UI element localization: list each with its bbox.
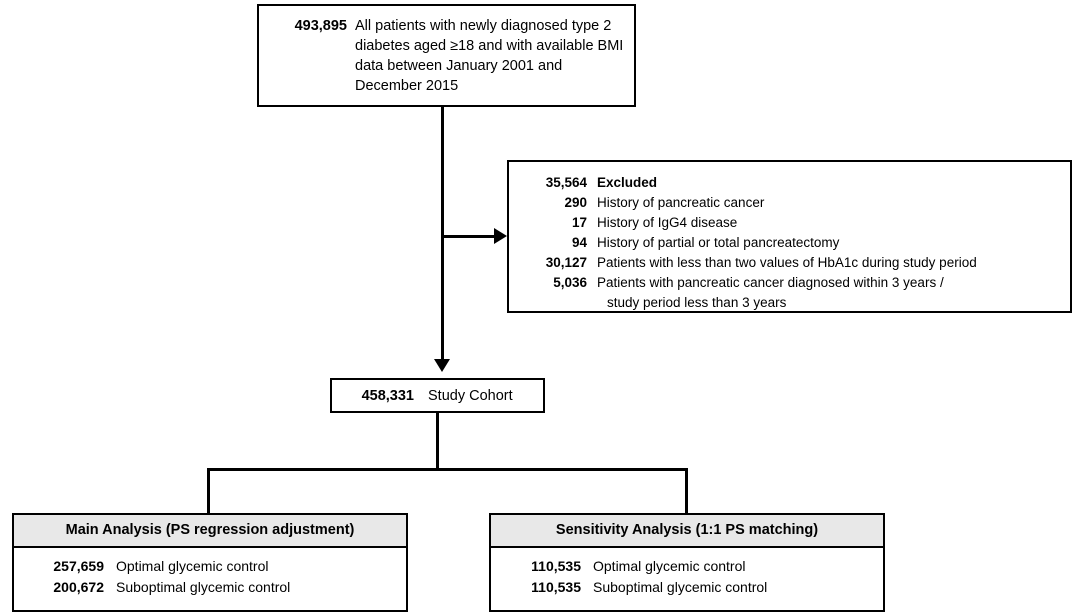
excluded-item-count: 17 xyxy=(571,215,587,230)
cohort-source-description: All patients with newly diagnosed type 2 diabetes aged ≥18 and with available BMI data between January 2001 and December 2015 xyxy=(355,18,624,94)
excluded-item-label: Patients with pancreatic cancer diagnosed within 3 years / xyxy=(597,275,944,290)
arrow-to-cohort xyxy=(434,359,450,372)
excluded-box xyxy=(507,160,1072,313)
excluded-header-row xyxy=(521,173,1062,193)
study-cohort-count: 458,331 xyxy=(361,387,414,404)
excluded-item xyxy=(521,193,1062,213)
excluded-total-count: 35,564 xyxy=(545,175,587,190)
excluded-item xyxy=(521,253,1062,273)
sensitivity-analysis-count: 110,535 xyxy=(531,558,581,574)
main-analysis-row xyxy=(28,556,400,577)
excluded-item xyxy=(521,233,1062,253)
sensitivity-analysis-row xyxy=(505,577,877,598)
excluded-item-count: 290 xyxy=(564,195,587,210)
sensitivity-analysis-label: Suboptimal glycemic control xyxy=(593,579,768,595)
excluded-item-label: History of partial or total pancreatectomy xyxy=(597,235,840,250)
main-analysis-panel xyxy=(12,513,408,612)
excluded-item xyxy=(521,273,1062,293)
excluded-item-label: Patients with less than two values of HbA1c during study period xyxy=(597,255,977,270)
excluded-item-label: History of pancreatic cancer xyxy=(597,195,765,210)
main-analysis-count: 200,672 xyxy=(53,579,104,595)
cohort-source-row xyxy=(273,16,624,96)
main-analysis-count: 257,659 xyxy=(53,558,104,574)
sensitivity-analysis-label: Optimal glycemic control xyxy=(593,558,746,574)
sensitivity-analysis-panel xyxy=(489,513,885,612)
excluded-item-count: 5,036 xyxy=(553,275,587,290)
connector-split-horizontal xyxy=(207,468,688,471)
excluded-title: Excluded xyxy=(597,175,658,190)
connector-main-drop xyxy=(207,468,210,514)
study-cohort-box xyxy=(330,378,545,413)
connector-excluded-horizontal xyxy=(441,235,497,238)
sensitivity-analysis-count: 110,535 xyxy=(531,579,581,595)
main-analysis-label: Suboptimal glycemic control xyxy=(116,579,291,595)
excluded-item-count: 30,127 xyxy=(545,255,587,270)
excluded-item-count: 94 xyxy=(571,235,587,250)
main-analysis-label: Optimal glycemic control xyxy=(116,558,269,574)
connector-sensitivity-drop xyxy=(685,468,688,514)
connector-cohort-stem xyxy=(436,413,439,471)
arrow-to-excluded xyxy=(494,228,507,244)
sensitivity-analysis-row xyxy=(505,556,877,577)
main-analysis-row xyxy=(28,577,400,598)
sensitivity-analysis-body xyxy=(491,548,883,604)
main-analysis-body xyxy=(14,548,406,604)
excluded-item-label: History of IgG4 disease xyxy=(597,215,738,230)
connector-top-vertical xyxy=(441,107,444,359)
cohort-source-box xyxy=(257,4,636,107)
sensitivity-analysis-title: Sensitivity Analysis (1:1 PS matching) xyxy=(491,515,883,548)
excluded-item-continuation: study period less than 3 years xyxy=(607,295,787,310)
excluded-item xyxy=(521,213,1062,233)
study-cohort-label: Study Cohort xyxy=(428,387,513,404)
cohort-source-count: 493,895 xyxy=(294,18,347,34)
main-analysis-title: Main Analysis (PS regression adjustment) xyxy=(14,515,406,548)
